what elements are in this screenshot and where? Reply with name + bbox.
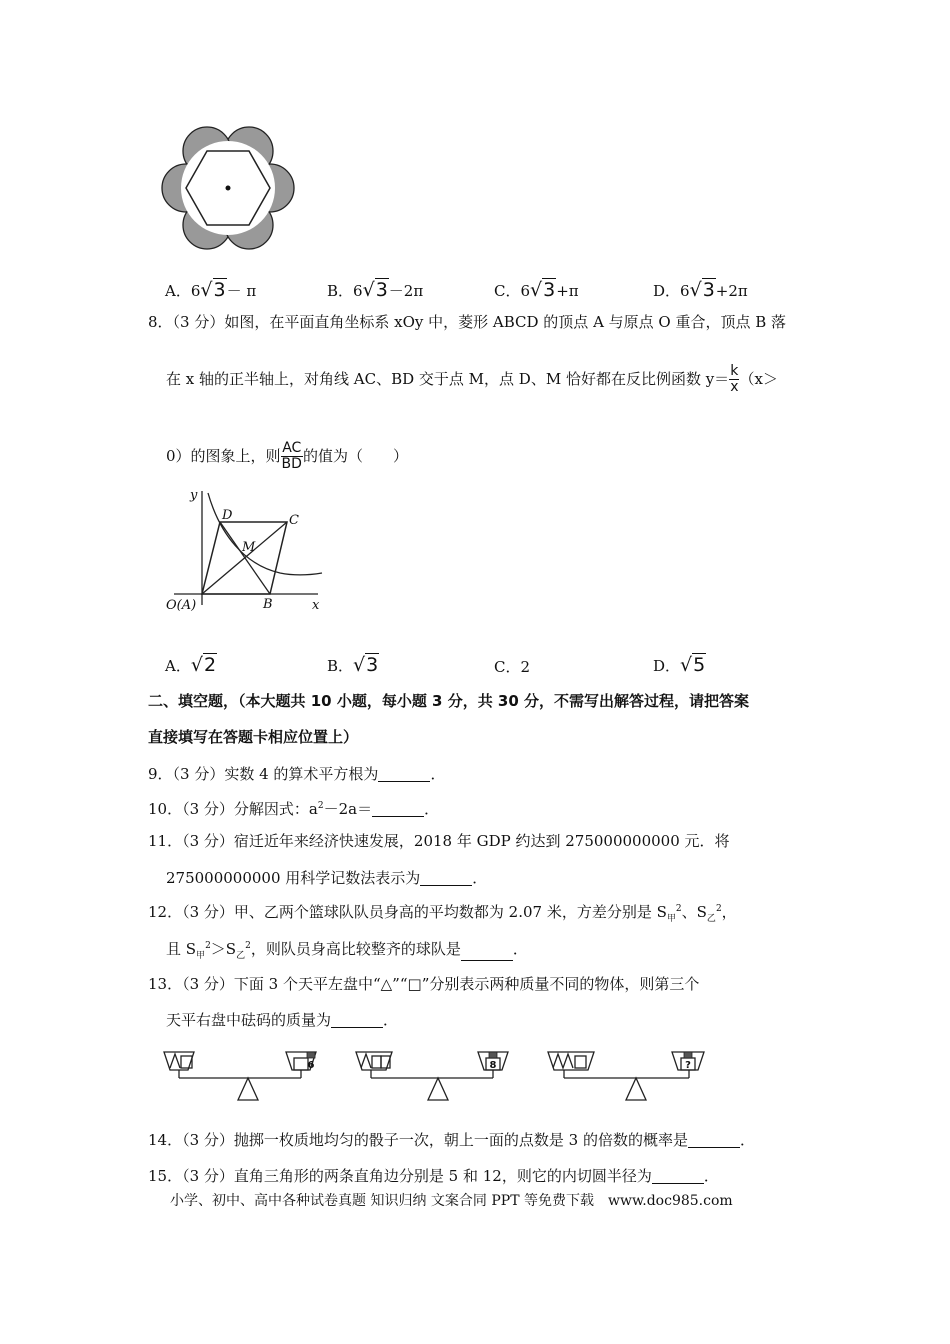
- balance-1: [164, 1052, 316, 1100]
- y-axis-label: y: [190, 488, 198, 503]
- q8-option-d: D．√5: [653, 654, 706, 676]
- q11-line-1: 11．（3 分）宿迁近年来经济快速发展，2018 年 GDP 约达到 275000000000 元．将: [148, 832, 730, 850]
- answer-blank: [688, 1133, 740, 1148]
- q9: 9．（3 分）实数 4 的算术平方根为 ．: [148, 765, 446, 783]
- q12-line-1: 12．（3 分）甲、乙两个篮球队队员身高的平均数都为 2.07 米，方差分别是 $S_甲^2$、$S_乙^2$，: [148, 903, 737, 924]
- origin-label: O(A): [166, 598, 197, 613]
- x-axis-label: x: [312, 598, 320, 613]
- q8-ac-over-bd: $\frac{AC}{BD}$: [281, 440, 302, 473]
- hexagon-petal-figure: [160, 120, 306, 266]
- page-footer: 小学、初中、高中各种试卷真题 知识归纳 文案合同 PPT 等免费下载 www.doc985.com: [170, 1193, 733, 1209]
- section-2-heading-line-2: 直接填写在答题卡相应位置上）: [148, 728, 359, 746]
- q8-option-b: B．√3: [327, 654, 379, 676]
- answer-blank: [652, 1169, 704, 1184]
- q7-option-d: D．6√3+2π: [653, 279, 748, 301]
- point-b-label: B: [263, 597, 273, 612]
- weight-label-3: ?: [685, 1060, 691, 1071]
- q8-option-a: A．√2: [165, 654, 217, 676]
- answer-blank: [420, 871, 472, 886]
- q11-line-2: 275000000000 用科学记数法表示为 ．: [166, 869, 488, 887]
- section-2-heading-line-1: 二、填空题，（本大题共 10 小题，每小题 3 分，共 30 分，不需写出解答过程，请把答案: [148, 692, 750, 710]
- q8-line-1: 8．（3 分）如图，在平面直角坐标系 xOy 中，菱形 ABCD 的顶点 A 与原点 O 重合，顶点 B 落: [148, 313, 787, 331]
- q8-option-c: C．2: [494, 658, 531, 676]
- rhombus-coordinate-figure: [160, 485, 340, 620]
- q8-line-2: 在 x 轴的正半轴上，对角线 AC、BD 交于点 M，点 D、M 恰好都在反比例函数 y＝ $\frac{k}{x}$ （x＞: [166, 363, 778, 396]
- balance-scales-figure: [160, 1044, 730, 1110]
- q10: 10．（3 分）分解因式：$a^2-2a=$ ．: [148, 800, 440, 818]
- balance-2: [356, 1052, 508, 1100]
- weight-label-2: 8: [489, 1060, 497, 1071]
- point-c-label: C: [289, 513, 299, 528]
- q13-line-1: 13．（3 分）下面 3 个天平左盘中“△”“□”分别表示两种质量不同的物体，则第三个: [148, 975, 700, 993]
- weight-label-1: 6: [307, 1060, 315, 1071]
- answer-blank: [372, 802, 424, 817]
- q7-option-c: C．6√3+π: [494, 279, 579, 301]
- q13-line-2: 天平右盘中砝码的质量为 ．: [166, 1011, 399, 1029]
- balance-3: [548, 1052, 704, 1100]
- q12-line-2: 且 $S_甲^2>S_乙^2$，则队员身高比较整齐的球队是 ．: [166, 940, 528, 961]
- q14: 14．（3 分）抛掷一枚质地均匀的骰子一次，朝上一面的点数是 3 的倍数的概率是 ．: [148, 1131, 755, 1149]
- point-d-label: D: [222, 508, 233, 523]
- q7-option-b: B．6√3－2π: [327, 279, 424, 301]
- answer-blank: [378, 767, 430, 782]
- answer-blank: [331, 1013, 383, 1028]
- answer-blank: [461, 946, 513, 961]
- q8-k-over-x: $\frac{k}{x}$: [730, 363, 739, 396]
- q7-option-a: A．6√3－ π: [165, 279, 257, 301]
- point-m-label: M: [242, 540, 256, 555]
- q15: 15．（3 分）直角三角形的两条直角边分别是 5 和 12，则它的内切圆半径为 ．: [148, 1167, 719, 1185]
- q8-line-3: 0）的图象上，则 $\frac{AC}{BD}$ 的值为（ ）: [166, 440, 408, 473]
